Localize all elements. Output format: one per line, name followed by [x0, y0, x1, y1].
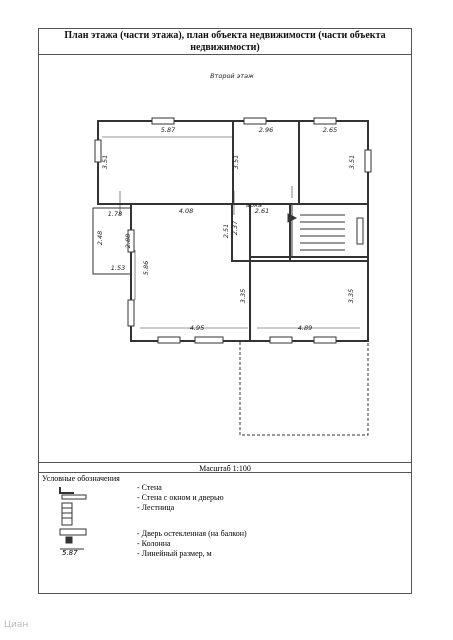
- wall-symbol-icon: [60, 487, 74, 493]
- dimension-label: 5.87: [160, 126, 176, 134]
- window: [357, 218, 363, 244]
- dimension-label: 1.53: [110, 264, 126, 272]
- dimension-label: 2.96: [258, 126, 274, 134]
- dimension-label: 4.08: [178, 207, 194, 215]
- floor-plan: [38, 56, 412, 462]
- column-symbol-icon: [66, 537, 72, 543]
- legend-item-glazed-door: - Дверь остекленная (на балкон): [137, 529, 247, 538]
- legend-item-wall: - Стена: [137, 483, 162, 492]
- scale-label: Масштаб 1:100: [38, 462, 412, 473]
- window: [158, 337, 180, 343]
- dimension-label: 1.78: [107, 210, 123, 218]
- legend-sample-dimension: 5.87: [62, 549, 78, 557]
- stair-symbol-icon: [62, 503, 72, 525]
- dimension-label: 3.51: [232, 154, 240, 170]
- dimension-label: 3.51: [101, 154, 109, 170]
- dimension-label: 2.61: [254, 207, 270, 215]
- window: [270, 337, 292, 343]
- page-title: План этажа (части этажа), план объекта недвижимости (части объекта недвижимости): [38, 29, 412, 55]
- legend: [38, 472, 412, 595]
- window: [314, 118, 336, 124]
- legend-item-column: - Колонна: [137, 539, 171, 548]
- window: [365, 150, 371, 172]
- dimension-label: 4.95: [189, 324, 205, 332]
- window: [314, 337, 336, 343]
- dimension-label: 2.88: [124, 233, 132, 249]
- window: [244, 118, 266, 124]
- window: [128, 300, 134, 326]
- floor-plan-drawing: [38, 56, 412, 462]
- legend-title: Условные обозначения: [42, 474, 120, 483]
- glazed-door-symbol-icon: [60, 529, 86, 535]
- dimension-label: 3.35: [347, 288, 355, 304]
- terrace: [240, 341, 368, 435]
- dimension-label: 3.35: [239, 288, 247, 304]
- window-door-symbol-icon: [62, 495, 86, 499]
- floor-label: Второй этаж: [210, 72, 254, 80]
- dimension-label: 2.65: [322, 126, 338, 134]
- dimension-label: арка: [245, 201, 263, 209]
- watermark-logo: Циан: [4, 620, 29, 630]
- window: [152, 118, 174, 124]
- dimension-label: 2.51: [222, 223, 230, 239]
- dimension-label: 5.86: [142, 260, 150, 276]
- legend-item-stairs: - Лестница: [137, 503, 175, 512]
- dimension-label: 3.51: [348, 154, 356, 170]
- window: [195, 337, 223, 343]
- legend-symbols: [48, 485, 102, 559]
- legend-item-wall-window-door: - Стена с окном и дверью: [137, 493, 224, 502]
- dimension-label: 4.89: [297, 324, 313, 332]
- room-stair: [290, 204, 368, 261]
- legend-item-dimension: - Линейный размер, м: [137, 549, 212, 558]
- dimension-label: 2.37: [231, 220, 239, 236]
- dimension-label: 2.48: [96, 230, 104, 246]
